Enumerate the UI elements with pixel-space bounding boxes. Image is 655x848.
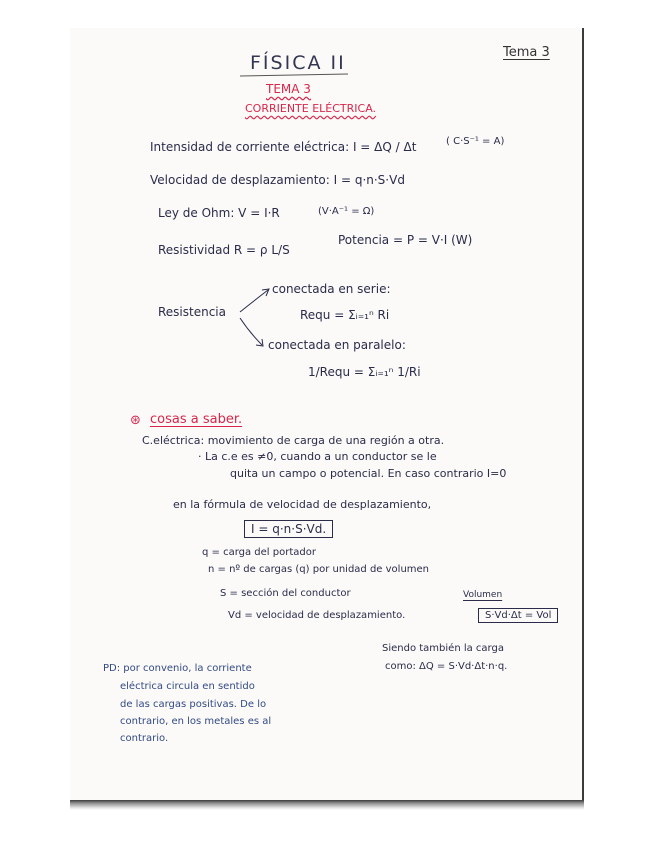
saber-heading: cosas a saber. — [150, 412, 243, 427]
note-line-3: de las cargas positivas. De lo — [120, 699, 267, 710]
def-n: n = nº de cargas (q) por unidad de volumen — [208, 564, 430, 575]
saber-line-1: C.eléctrica: movimiento de carga de una región a otra. — [142, 434, 445, 447]
note-line-5: contrario. — [120, 733, 169, 744]
tema-tag: Tema 3 — [503, 45, 550, 60]
volumen-formula: S·Vd·Δt = Vol — [478, 608, 558, 623]
asterisk-icon: ⊛ — [130, 413, 141, 428]
def-q: q = carga del portador — [202, 547, 316, 558]
resistencia-label: Resistencia — [158, 305, 226, 319]
serie-formula: Requ = Σᵢ₌₁ⁿ Ri — [300, 308, 390, 322]
boxed-formula: I = q·n·S·Vd. — [244, 520, 333, 538]
paralelo-label: conectada en paralelo: — [268, 338, 406, 352]
saber-line-2: · La c.e es ≠0, cuando a un conductor se le — [198, 450, 437, 463]
formula-resistividad: Resistividad R = ρ L/S — [158, 243, 290, 257]
siendo-line-1: Siendo también la carga — [382, 643, 504, 654]
formula-intensidad: Intensidad de corriente eléctrica: I = ΔQ / Δt — [150, 140, 417, 154]
saber-line-4: en la fórmula de velocidad de desplazamiento, — [173, 498, 432, 511]
def-vd: Vd = velocidad de desplazamiento. — [228, 610, 406, 621]
siendo-line-2: como: ΔQ = S·Vd·Δt·n·q. — [385, 661, 508, 672]
saber-line-3: quita un campo o potencial. En caso contrario I=0 — [230, 467, 507, 480]
note-line-4: contrario, en los metales es al — [120, 716, 272, 727]
paralelo-formula: 1/Requ = Σᵢ₌₁ⁿ 1/Ri — [308, 365, 421, 379]
tema-subtitle: TEMA 3 — [266, 82, 311, 96]
formula-ohm-units: (V·A⁻¹ = Ω) — [318, 206, 375, 217]
note-line-1: PD: por convenio, la corriente — [103, 663, 252, 674]
page-title: FÍSICA II — [250, 52, 346, 74]
formula-ohm: Ley de Ohm: V = I·R — [158, 206, 280, 220]
formula-potencia: Potencia = P = V·I (W) — [338, 233, 473, 247]
volumen-label: Volumen — [463, 590, 503, 600]
formula-intensidad-units: ( C·S⁻¹ = A) — [446, 136, 505, 147]
formula-velocidad: Velocidad de desplazamiento: I = q·n·S·Vd — [150, 173, 405, 187]
serie-label: conectada en serie: — [272, 282, 391, 296]
note-line-2: eléctrica circula en sentido — [120, 681, 255, 692]
subject-title: CORRIENTE ELÉCTRICA. — [245, 102, 377, 115]
def-s: S = sección del conductor — [220, 588, 351, 599]
